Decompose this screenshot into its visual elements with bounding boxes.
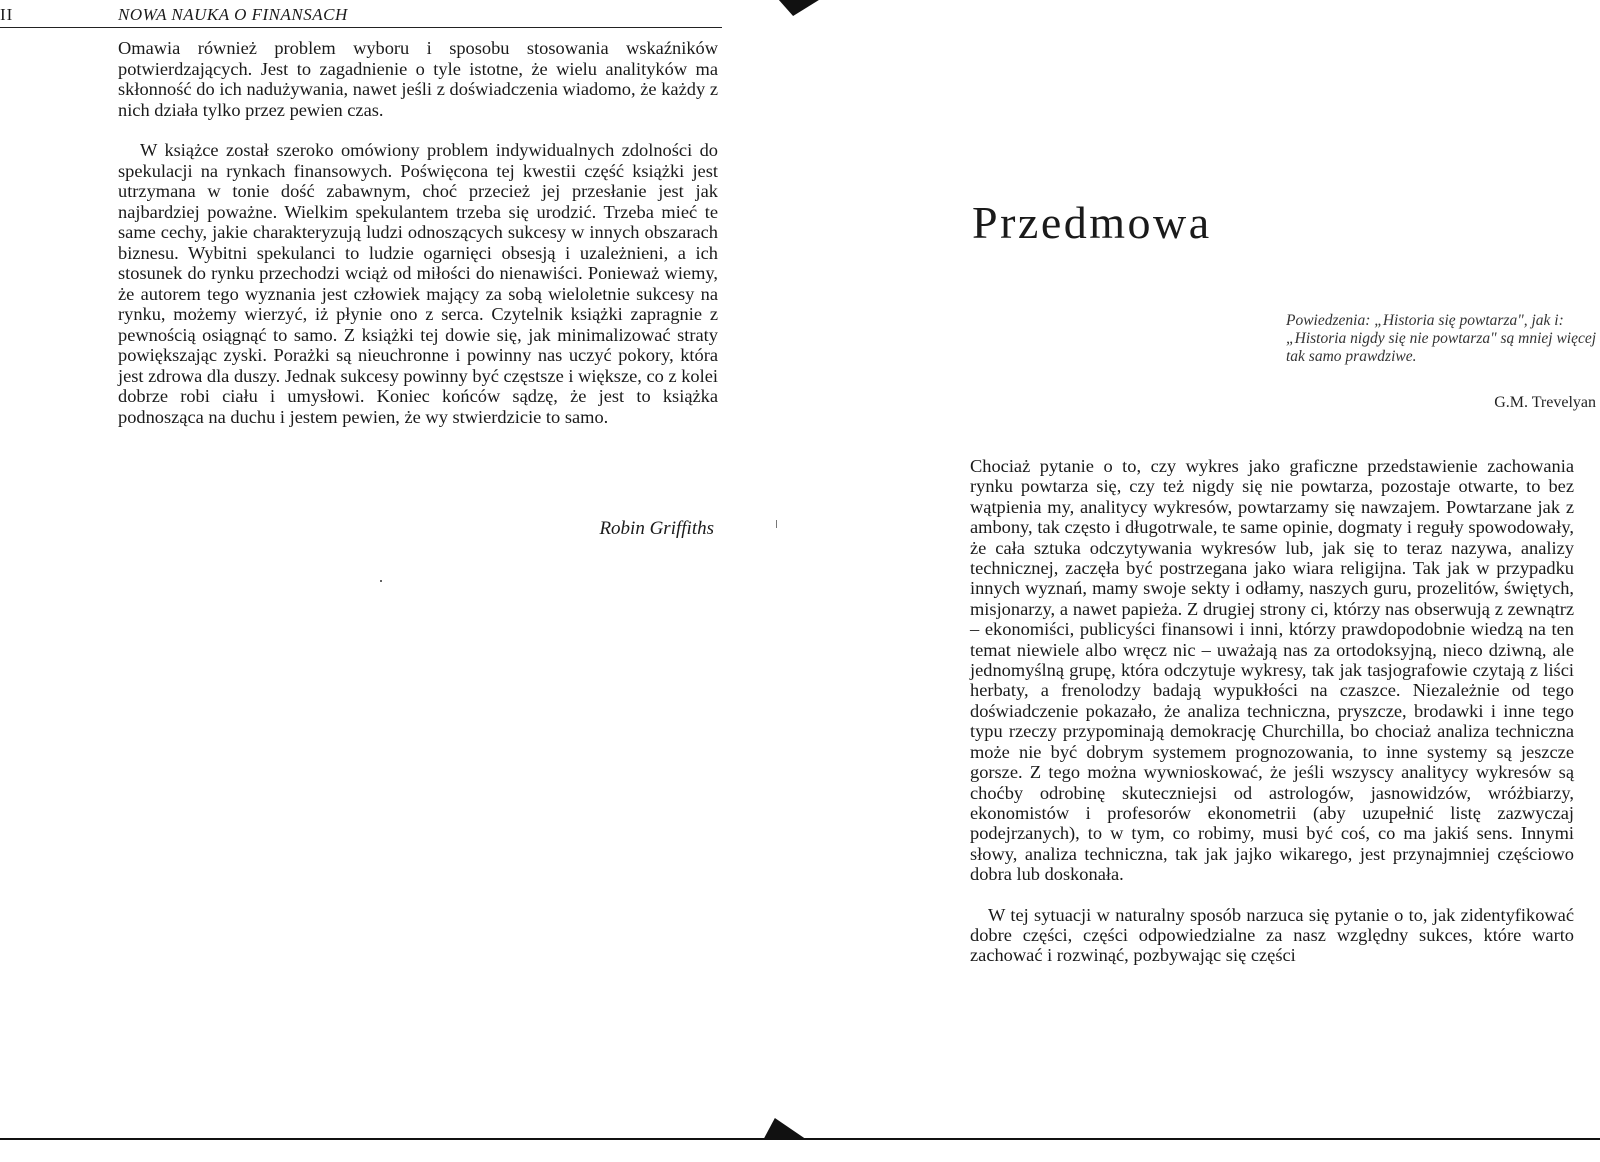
- running-head: [0, 3, 722, 28]
- page-number: II: [0, 5, 14, 24]
- epigraph-quote: Powiedzenia: „Historia się powtarza", jak i: „Historia nigdy się nie powtarza" są mniej więcej tak samo prawdziwe.: [1286, 312, 1597, 365]
- signature: Robin Griffiths: [599, 518, 714, 539]
- left-paragraph-1: Omawia również problem wyboru i sposobu stosowania wskaźników potwierdzających. Jest to zagadnienie o tyle istotne, że wielu analityków ma skłonność do ich nadużywania, nawet jeśli z doświadczenia wiadomo, że każdy z nich działa tylko przez pewien czas.: [118, 38, 718, 120]
- chapter-title: Przedmowa: [972, 197, 1212, 248]
- right-page: [790, 0, 1600, 1162]
- epigraph-author: G.M. Trevelyan: [1494, 394, 1596, 411]
- running-title: NOWA NAUKA O FINANSACH: [118, 5, 348, 24]
- left-paragraph-2: W książce został szeroko omówiony problem indywidualnych zdolności do spekulacji na rynkach finansowych. Poświęcona tej kwestii część książki jest utrzymana w tonie dość zabawnym, choć przecież jej przesłanie jest jak najbardziej poważne. Wielkim spekulantem trzeba się urodzić. Trzeba mieć te same cechy, jakie charakteryzują ludzi odnoszących sukcesy w innych obszarach biznesu. Wybitni spekulanci to ludzie ogarnięci obsesją i uzależnieni, a ich stosunek do rynku przechodzi wciąż od miłości do nienawiści. Ponieważ wiemy, że autorem tego wyznania jest człowiek mający za sobą wieloletnie sukcesy na rynku, możemy wierzyć, iż płynie ono z serca. Czytelnik książki zapragnie z pewnością osiągnąć to samo. Z książki tej dowie się, jak minimalizować straty powiększając zyski. Porażki są nieuchronne i powinny nas uczyć pokory, która jest zdrowa dla duszy. Jednak sukcesy powinny być częstsze i większe, co z kolei dobrze robi ciału i umysłowi. Koniec końców sądzę, że jest to książka podnosząca na duchu i jestem pewien, że wy stwierdzicie to samo.: [118, 140, 718, 427]
- left-body-text: [118, 38, 718, 427]
- left-page: [0, 0, 730, 1162]
- right-paragraph-2: W tej sytuacji w naturalny sposób narzuca się pytanie o to, jak zidentyfikować dobre części, części odpowiedzialne za nasz względny sukces, które warto zachować i rozwinąć, pozbywając się części: [970, 904, 1574, 966]
- right-body-text: [970, 456, 1574, 966]
- scan-speck: [380, 580, 382, 582]
- gutter-dash: [776, 520, 777, 528]
- right-paragraph-1: Chociaż pytanie o to, czy wykres jako graficzne przedstawienie zachowania rynku powtarza się, czy też nigdy się nie powtarza, pozostaje otwarte, to bez wątpienia my, analitycy wykresów, powtarzamy się nawzajem. Powtarzane jak z ambony, tak często i długotrwale, te same opinie, dogmaty i reguły spowodowały, że cała sztuka odczytywania wykresów lub, jak się to teraz nazywa, analizy technicznej, zaczęła być postrzegana jako wiara religijna. Tak jak w przypadku innych wyznań, mamy swoje sekty i odłamy, naszych guru, prozelitów, świętych, misjonarzy, a nawet papieża. Z drugiej strony ci, którzy nas obserwują z zewnątrz – ekonomiści, publicyści finansowi i inni, którzy prawdopodobnie wiedzą na ten temat niewiele albo wręcz nic – uważają nas za ortodoksyjną, nieco dziwną, ale jednomyślną grupę, która odczytuje wykresy, tak jak tasjografowie czytają z liści herbaty, a frenolodzy badają wypukłości na czaszce. Niezależnie od tego doświadczenie pokazało, że analiza techniczna, pryszcze, brodawki i inne tego typu rzeczy przypominają demokrację Churchilla, bo chociaż analiza techniczna może nie być dobrym systemem prognozowania, to inne systemy są jeszcze gorsze. Z tego można wywnioskować, że jeśli wszyscy analitycy wykresów są choćby odrobinę skuteczniejsi od astrologów, jasnowidzów, wróżbiarzy, ekonomistów i profesorów ekonometrii (aby uzupełnić listę zazwyczaj podejrzanych), to w tym, co robimy, musi być coś, co ma jakiś sens. Innymi słowy, analiza techniczna, tak jak jajko wikarego, jest przynajmniej częściowo dobra lub doskonała.: [970, 456, 1574, 885]
